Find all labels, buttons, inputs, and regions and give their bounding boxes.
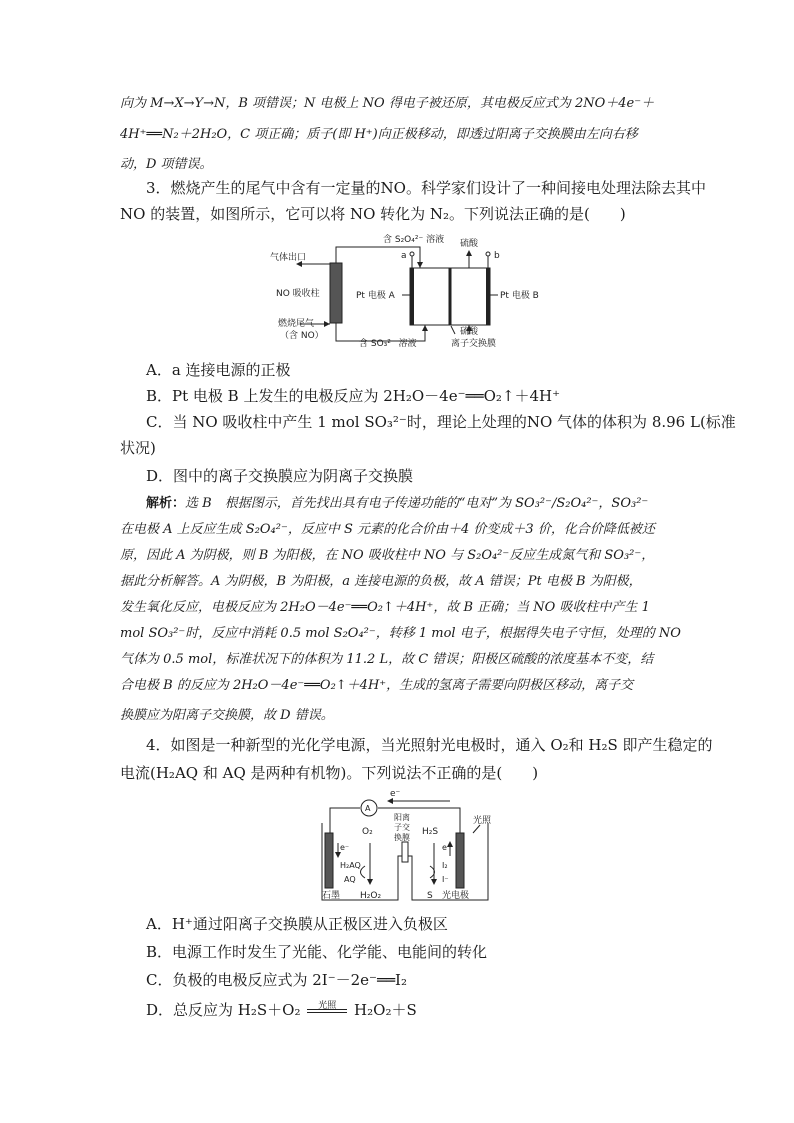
acid-top-arrow xyxy=(466,250,472,256)
no-column-label: NO 吸收柱 xyxy=(276,289,320,299)
q3-option-a: A．a 连接电源的正极 xyxy=(146,361,291,379)
wire-right xyxy=(378,808,460,833)
terminal-b-dot xyxy=(486,252,490,256)
no-column-body xyxy=(330,263,342,323)
q4-stem-line-2: 电流(H₂AQ 和 AQ 是两种有机物)。下列说法不正确的是( ) xyxy=(120,764,539,782)
acid-bottom-label: 硫酸 xyxy=(460,327,479,337)
top-pipe xyxy=(336,247,420,268)
continuation-line-3: 动，D 项错误。 xyxy=(120,157,213,172)
equation-line-top xyxy=(307,1009,347,1010)
h2s-label: H₂S xyxy=(422,827,439,837)
q4-option-b: B．电源工作时发生了光能、化学能、电能间的转化 xyxy=(146,943,488,961)
q3-solution-line-6: mol SO₃²⁻时，反应中消耗 0.5 mol S₂O₄²⁻，转移 1 mol 电子，根据得失电子守恒，处理的 NO xyxy=(120,626,681,641)
iodide-label: I⁻ xyxy=(442,875,449,884)
light-label: 光照 xyxy=(473,816,492,826)
q4-option-c: C．负极的电极反应式为 2I⁻－2e⁻══I₂ xyxy=(146,971,407,989)
q3-solution-line-8: 合电极 B 的反应为 2H₂O－4e⁻══O₂↑＋4H⁺，生成的氢离子需要向阴极区移动，离子交 xyxy=(120,678,634,693)
electrode-b-plate xyxy=(486,268,490,325)
q3-solution-line-1 xyxy=(146,494,648,514)
q3-solution-line-3: 原，因此 A 为阴极，则 B 为阳极，在 NO 吸收柱中 NO 与 S₂O₄²⁻反应生成氮气和 SO₃²⁻， xyxy=(120,548,655,563)
q4-stem-line-1: 4．如图是一种新型的光化学电源，当光照射光电极时，通入 O₂和 H₂S 即产生稳定的 xyxy=(146,736,713,754)
bottom-pipe-arrow xyxy=(422,325,428,331)
wire-left xyxy=(330,808,360,833)
membrane-leader xyxy=(451,326,455,334)
q3-solution-line-9: 换膜应为阳离子交换膜，故 D 错误。 xyxy=(120,708,334,723)
continuation-line-1: 向为 M→X→Y→N，B 项错误；N 电极上 NO 得电子被还原，其电极反应式为 2NO＋4e⁻＋ xyxy=(120,96,655,111)
top-pipe-arrow xyxy=(417,262,423,268)
equation-line-bottom xyxy=(307,1012,347,1013)
q3-option-d: D．图中的离子交换膜应为阴离子交换膜 xyxy=(146,467,414,485)
acid-top-label: 硫酸 xyxy=(460,239,479,249)
ammeter-label: A xyxy=(365,804,371,813)
terminal-b-label: b xyxy=(494,251,500,261)
terminal-a-label: a xyxy=(401,251,407,261)
gas-outlet-label: 气体出口 xyxy=(270,253,307,263)
q3-stem-line-2: NO 的装置，如图所示，它可以将 NO 转化为 N₂。下列说法正确的是( ) xyxy=(120,205,626,223)
right-electron-label: e⁻ xyxy=(442,843,452,852)
q3-bottom-solution-label: 含 SO₃²⁻ 溶液 xyxy=(359,339,417,349)
membrane-plate xyxy=(402,842,408,862)
q4-option-d xyxy=(146,1000,417,1020)
h2s-flow-arrow xyxy=(431,879,437,885)
electrode-b-label: Pt 电极 B xyxy=(500,291,539,301)
electrode-a-plate xyxy=(410,268,414,325)
h2o2-label: H₂O₂ xyxy=(360,891,382,901)
q3-option-b: B．Pt 电极 B 上发生的电极反应为 2H₂O－4e⁻══O₂↑＋4H⁺ xyxy=(146,387,560,405)
o2-flow-arrow xyxy=(367,879,373,885)
h2aq-label: H₂AQ xyxy=(340,861,361,870)
electron-label: e⁻ xyxy=(390,789,401,799)
light-leader xyxy=(473,825,480,833)
light-reaction-arrow xyxy=(305,1000,349,1020)
membrane-label-2: 子交 xyxy=(394,823,410,832)
q3-option-c: C．当 NO 吸收柱中产生 1 mol SO₃²⁻时，理论上处理的NO 气体的体积为 8.96 L(标准 xyxy=(146,413,736,431)
q4-option-d-suffix: H₂O₂＋S xyxy=(354,1001,417,1019)
solution-label: 解析： xyxy=(146,496,186,511)
aq-cycle-arrow xyxy=(361,866,366,878)
aq-label: AQ xyxy=(344,875,356,884)
photoelectrode-label: 光电极 xyxy=(442,891,470,901)
sulfur-label: S xyxy=(427,891,433,901)
left-electron-arrow xyxy=(335,852,341,858)
photo-electrode xyxy=(456,833,464,888)
graphite-label: 石墨 xyxy=(322,891,341,901)
exhaust-label: 燃烧尾气 xyxy=(278,319,315,329)
q3-option-c-cont: 状况) xyxy=(120,439,156,457)
q3-top-solution-label: 含 S₂O₄²⁻ 溶液 xyxy=(383,235,445,245)
q4-figure xyxy=(310,788,510,906)
q3-figure xyxy=(270,230,540,350)
continuation-line-2: 4H⁺══N₂＋2H₂O，C 项正确；质子(即 H⁺)向正极移动，即透过阳离子交换膜由左向右移 xyxy=(120,127,638,142)
left-electron-label: e⁻ xyxy=(340,843,350,852)
reaction-condition: 光照 xyxy=(318,1001,337,1011)
membrane-label-3: 换膜 xyxy=(394,833,410,842)
o2-label: O₂ xyxy=(362,827,373,837)
q4-option-a: A．H⁺通过阳离子交换膜从正极区进入负极区 xyxy=(146,915,448,933)
exhaust-arrow xyxy=(324,321,330,327)
q4-option-d-prefix: D．总反应为 H₂S＋O₂ xyxy=(146,1001,301,1019)
q3-solution-line-5: 发生氧化反应，电极反应为 2H₂O－4e⁻══O₂↑＋4H⁺，故 B 正确；当 NO 吸收柱中产生 1 xyxy=(120,600,650,615)
q3-solution-line-2: 在电极 A 上反应生成 S₂O₄²⁻，反应中 S 元素的化合价由＋4 价变成＋3 价，化合价降低被还 xyxy=(120,522,655,537)
exhaust-note-label: （含 NO） xyxy=(280,331,324,341)
graphite-electrode xyxy=(325,833,333,888)
q3-solution-line-7: 气体为 0.5 mol，标准状况下的体积为 11.2 L，故 C 错误；阳极区硫酸的浓度基本不变，结 xyxy=(120,652,654,667)
q3-stem-line-1: 3．燃烧产生的尾气中含有一定量的NO。科学家们设计了一种间接电处理法除去其中 xyxy=(146,179,706,197)
i2-label: I₂ xyxy=(442,861,448,870)
electrode-a-label: Pt 电极 A xyxy=(356,291,395,301)
membrane-label: 离子交换膜 xyxy=(451,339,497,349)
q3-solution-line-4: 据此分析解答。A 为阴极，B 为阳极，a 连接电源的负极，故 A 错误；Pt 电极 B 为阳极， xyxy=(120,574,642,589)
membrane-label-1: 阳离 xyxy=(394,813,410,822)
terminal-a-dot xyxy=(410,252,414,256)
solution-first: 选 B 根据图示，首先找出具有电子传递功能的“电对”为 SO₃²⁻/S₂O₄²⁻，SO₃²⁻ xyxy=(185,496,649,511)
